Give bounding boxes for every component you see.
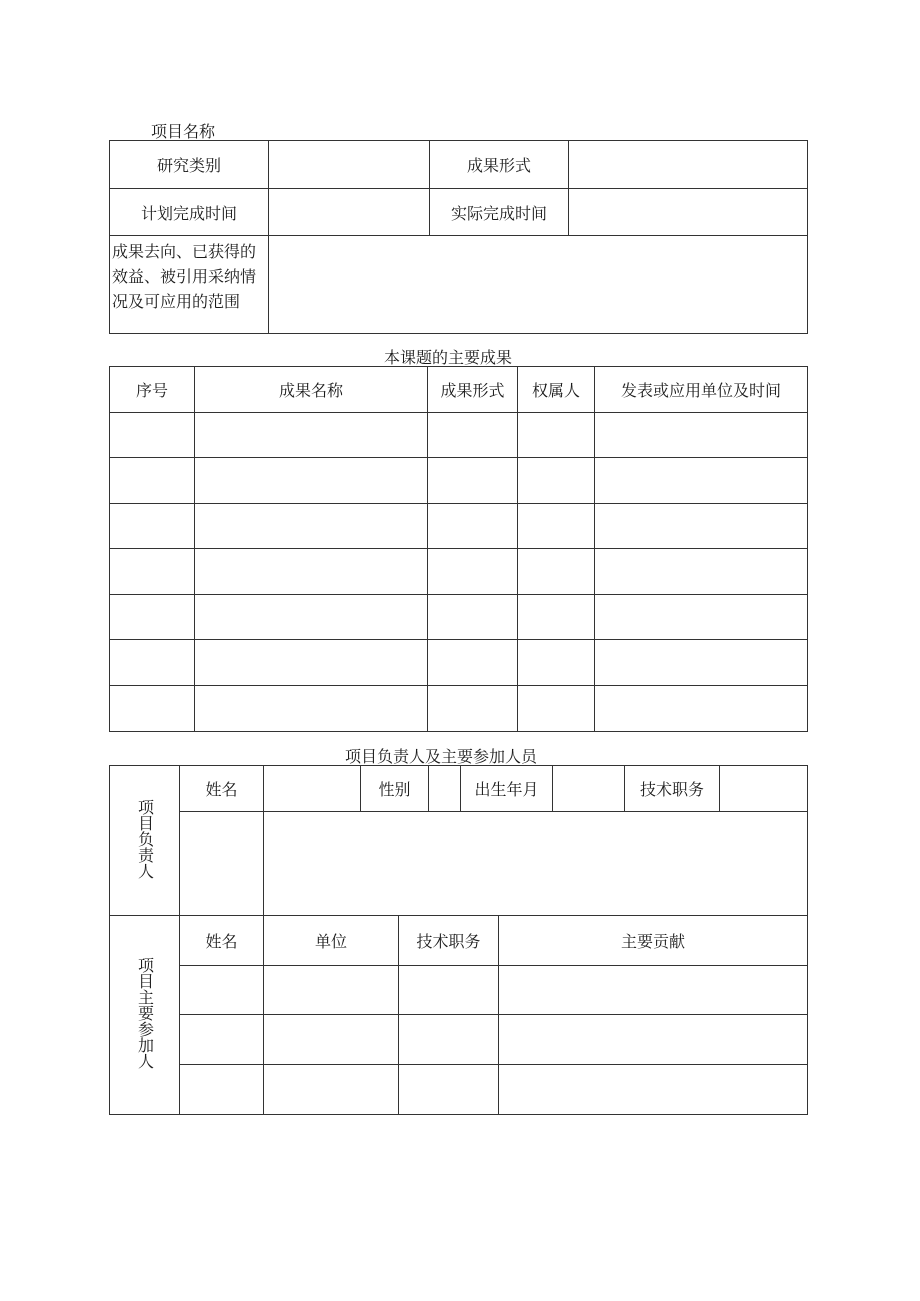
table-row	[110, 1015, 808, 1065]
personnel-title: 项目负责人及主要参加人员	[345, 747, 538, 766]
leader-extra-field[interactable]	[264, 812, 808, 916]
table-cell[interactable]	[595, 413, 808, 458]
planned-completion-field[interactable]	[269, 189, 430, 236]
leader-gender-field[interactable]	[429, 766, 461, 812]
table-cell[interactable]	[110, 686, 195, 732]
leader-gender-label: 性别	[361, 766, 429, 812]
table-cell[interactable]	[110, 458, 195, 504]
table-row	[110, 413, 808, 458]
table-cell[interactable]	[399, 1065, 499, 1115]
leader-title-label: 技术职务	[625, 766, 720, 812]
members-table	[109, 915, 808, 1115]
leader-birth-field[interactable]	[553, 766, 625, 812]
table-cell[interactable]	[428, 413, 518, 458]
member-header-contribution: 主要贡献	[499, 916, 808, 966]
table-cell[interactable]	[595, 504, 808, 549]
table-cell[interactable]	[518, 686, 595, 732]
table-cell[interactable]	[518, 413, 595, 458]
table-cell[interactable]	[518, 504, 595, 549]
members-side-label: 项目主要参加人	[135, 957, 155, 1069]
table-cell[interactable]	[518, 595, 595, 640]
leader-title-field[interactable]	[720, 766, 808, 812]
project-name-label: 项目名称	[151, 122, 216, 141]
leader-name-field[interactable]	[264, 766, 361, 812]
table-row	[110, 966, 808, 1015]
table-cell[interactable]	[499, 966, 808, 1015]
main-results-header-row	[110, 367, 808, 413]
table-cell[interactable]	[195, 549, 428, 595]
actual-completion-field[interactable]	[569, 189, 808, 236]
table-cell[interactable]	[499, 1015, 808, 1065]
table-cell[interactable]	[595, 595, 808, 640]
table-cell[interactable]	[195, 686, 428, 732]
table-cell[interactable]	[110, 504, 195, 549]
table-cell[interactable]	[195, 595, 428, 640]
project-info-table	[109, 140, 808, 334]
table-cell[interactable]	[428, 504, 518, 549]
header-result-name: 成果名称	[195, 367, 428, 413]
table-row	[110, 595, 808, 640]
table-row	[110, 1065, 808, 1115]
table-cell[interactable]	[264, 1065, 399, 1115]
table-cell[interactable]	[110, 640, 195, 686]
table-row	[110, 458, 808, 504]
table-cell[interactable]	[195, 413, 428, 458]
table-cell[interactable]	[595, 686, 808, 732]
result-form-field[interactable]	[569, 141, 808, 189]
leader-extra-label-cell[interactable]	[180, 812, 264, 916]
table-row	[110, 640, 808, 686]
result-destination-label: 成果去向、已获得的效益、被引用采纳情况及可应用的范围	[110, 236, 269, 334]
table-cell[interactable]	[195, 504, 428, 549]
table-cell[interactable]	[595, 458, 808, 504]
table-row	[110, 686, 808, 732]
table-cell[interactable]	[428, 640, 518, 686]
member-header-title: 技术职务	[399, 916, 499, 966]
research-category-label: 研究类别	[110, 141, 269, 189]
table-cell[interactable]	[264, 966, 399, 1015]
member-header-name: 姓名	[180, 916, 264, 966]
table-cell[interactable]	[595, 549, 808, 595]
table-cell[interactable]	[110, 549, 195, 595]
table-cell[interactable]	[428, 458, 518, 504]
table-cell[interactable]	[595, 640, 808, 686]
table-cell[interactable]	[518, 458, 595, 504]
result-destination-field[interactable]	[269, 236, 808, 334]
table-row	[110, 549, 808, 595]
header-serial: 序号	[110, 367, 195, 413]
table-cell[interactable]	[264, 1015, 399, 1065]
table-cell[interactable]	[399, 966, 499, 1015]
leader-birth-label: 出生年月	[461, 766, 553, 812]
table-cell[interactable]	[428, 595, 518, 640]
table-cell[interactable]	[499, 1065, 808, 1115]
table-cell[interactable]	[180, 1065, 264, 1115]
leader-name-label: 姓名	[180, 766, 264, 812]
actual-completion-label: 实际完成时间	[430, 189, 569, 236]
table-cell[interactable]	[518, 640, 595, 686]
leader-side-label-cell	[110, 766, 180, 916]
main-results-title: 本课题的主要成果	[384, 348, 513, 367]
header-publish-unit-time: 发表或应用单位及时间	[595, 367, 808, 413]
planned-completion-label: 计划完成时间	[110, 189, 269, 236]
main-results-table	[109, 366, 808, 732]
table-row	[110, 504, 808, 549]
table-cell[interactable]	[195, 458, 428, 504]
table-cell[interactable]	[110, 595, 195, 640]
table-cell[interactable]	[180, 1015, 264, 1065]
leader-table	[109, 765, 808, 916]
result-form-label: 成果形式	[430, 141, 569, 189]
members-side-label-cell	[110, 916, 180, 1115]
research-category-field[interactable]	[269, 141, 430, 189]
table-cell[interactable]	[518, 549, 595, 595]
table-cell[interactable]	[428, 549, 518, 595]
table-cell[interactable]	[195, 640, 428, 686]
header-result-form: 成果形式	[428, 367, 518, 413]
table-cell[interactable]	[428, 686, 518, 732]
leader-side-label: 项目负责人	[135, 798, 155, 879]
member-header-unit: 单位	[264, 916, 399, 966]
table-cell[interactable]	[180, 966, 264, 1015]
table-cell[interactable]	[110, 413, 195, 458]
table-cell[interactable]	[399, 1015, 499, 1065]
header-owner: 权属人	[518, 367, 595, 413]
